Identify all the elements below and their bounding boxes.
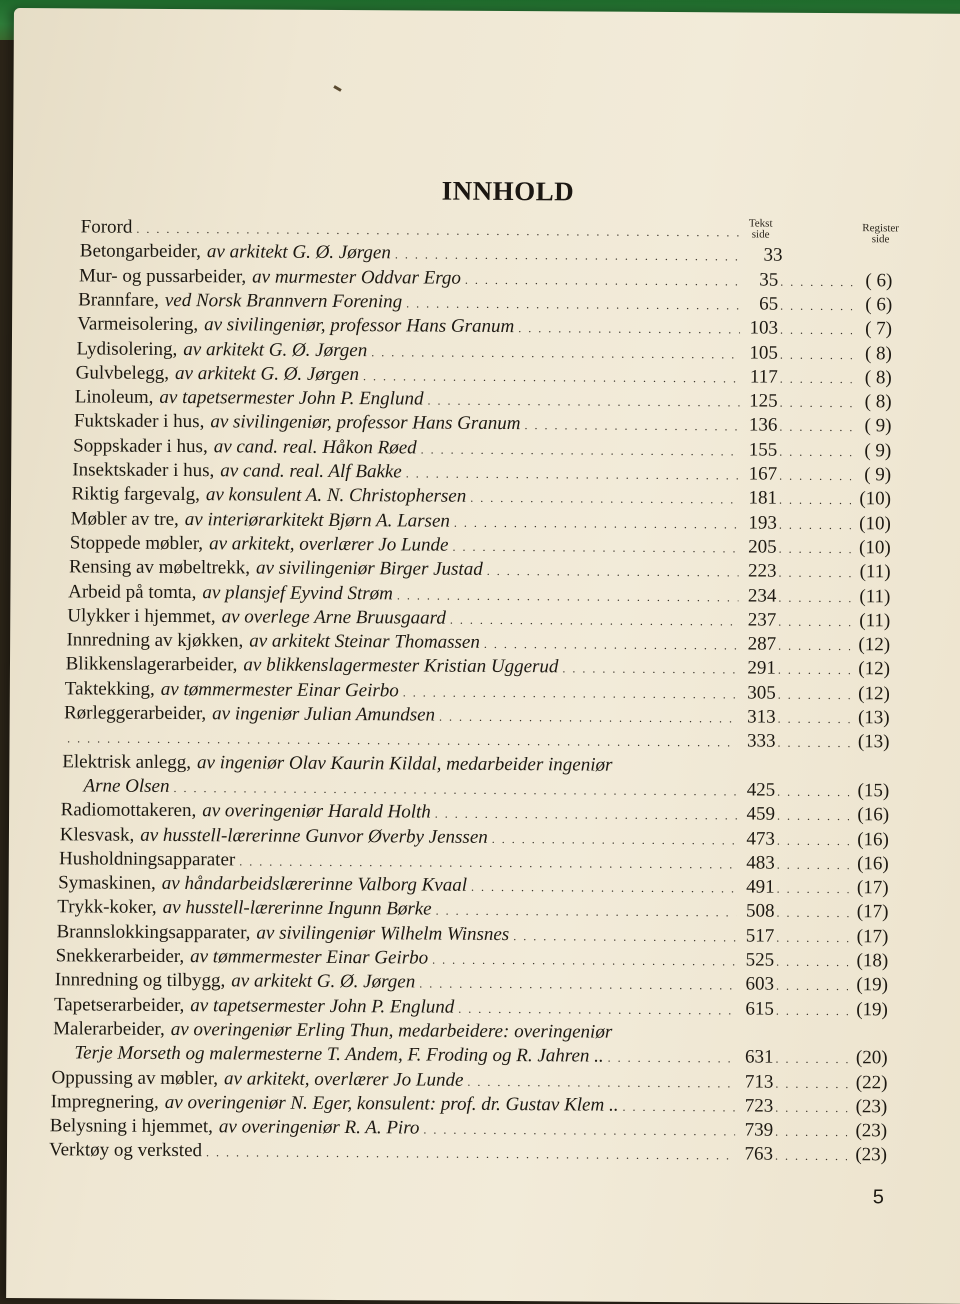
dot-leader-register	[778, 391, 852, 413]
toc-register-page: (12)	[850, 659, 890, 681]
toc-author: ved Norsk Brannvern Forening	[165, 290, 402, 313]
toc-author: av cand. real. Alf Bakke	[220, 460, 402, 483]
toc-register-page: (10)	[851, 488, 891, 510]
toc-text-page: 508	[736, 901, 774, 923]
dot-leader-register	[778, 294, 852, 316]
dot-leader	[514, 316, 740, 339]
toc-text-page: 517	[736, 925, 774, 947]
toc-topic: Blikkenslagerarbeider,	[66, 654, 238, 677]
toc-register-page: (22)	[847, 1072, 887, 1094]
dot-leader	[432, 899, 737, 923]
toc-text-page: 167	[739, 463, 777, 485]
dot-leader-register	[775, 731, 849, 753]
toc-text-page: 223	[738, 561, 776, 583]
dot-leader-register	[778, 318, 852, 340]
toc-text-page: 237	[738, 609, 776, 631]
toc-author: av tapetsermester John P. Englund	[159, 387, 423, 411]
dot-leader	[391, 243, 745, 267]
toc-register-page: (10)	[851, 537, 891, 559]
toc-topic: Belysning i hjemmet,	[50, 1115, 213, 1138]
dot-leader	[367, 340, 740, 364]
dot-leader	[393, 583, 739, 607]
column-header-tekst-line2: side	[741, 229, 781, 240]
toc-text-page: 136	[739, 415, 777, 437]
toc-text-page: 65	[740, 293, 778, 315]
toc-topic: Rørleggerarbeider,	[64, 702, 206, 725]
toc-text-page: 739	[735, 1120, 773, 1142]
dot-leader	[428, 948, 736, 972]
toc-text-page: 291	[738, 658, 776, 680]
page-number: 5	[873, 1186, 884, 1209]
column-header-register-line1: Register	[853, 223, 909, 234]
toc-register-page: (18)	[848, 950, 888, 972]
column-header-tekst-line1: Tekst	[741, 218, 781, 229]
toc-register-page: (16)	[849, 829, 889, 851]
dot-leader	[483, 559, 739, 583]
toc-topic: Malerarbeider,	[53, 1018, 165, 1041]
toc-author: av interiørarkitekt Bjørn A. Larsen	[185, 509, 450, 533]
dot-leader-register	[778, 342, 852, 364]
dot-leader	[509, 924, 736, 947]
toc-author: av sivilingeniør, professor Hans Granum	[204, 314, 514, 338]
toc-register-page: (19)	[848, 999, 888, 1021]
dot-leader	[359, 364, 740, 388]
dot-leader-register	[774, 950, 848, 972]
toc-register-page: ( 8)	[852, 343, 892, 365]
toc-register-page: ( 6)	[852, 294, 892, 316]
toc-topic: Brannfare,	[78, 289, 159, 311]
toc-text-page: 287	[738, 634, 776, 656]
dot-leader	[169, 776, 737, 801]
toc-author: av overingeniør Harald Holth	[202, 800, 431, 823]
toc-author: av overingeniør R. A. Piro	[219, 1116, 420, 1139]
toc-register-page: ( 7)	[852, 318, 892, 340]
toc-topic: Verktøy og verksted	[49, 1140, 202, 1163]
toc-topic: Innredning og tilbygg,	[55, 970, 226, 993]
toc-author: av overingeniør N. Eger, konsulent: prof. dr. Gustav Klem ..	[165, 1092, 619, 1117]
toc-text-page: 193	[739, 512, 777, 534]
toc-author: av arkitekt G. Ø. Jørgen	[175, 363, 359, 386]
dot-leader-register	[777, 415, 851, 437]
dot-leader-register	[778, 269, 852, 291]
toc-register-page: (23)	[847, 1096, 887, 1118]
toc-text-page: 125	[740, 391, 778, 413]
book-page	[6, 8, 960, 1304]
dot-leader	[402, 461, 740, 485]
toc-register-page: (20)	[848, 1047, 888, 1069]
dot-leader-register	[777, 488, 851, 510]
toc-text-page: 491	[737, 877, 775, 899]
dot-leader	[604, 1046, 736, 1069]
toc-text-page: 483	[737, 852, 775, 874]
toc-register-page: (13)	[849, 731, 889, 753]
dot-leader-register	[776, 609, 850, 631]
toc-register-page: (16)	[849, 804, 889, 826]
dot-leader	[618, 1095, 735, 1118]
toc-author: av husstell-lærerinne Ingunn Børke	[163, 897, 432, 921]
dot-leader	[466, 486, 739, 510]
dot-leader-register	[774, 974, 848, 996]
toc-entry	[49, 1140, 887, 1171]
toc-text-page: 205	[739, 536, 777, 558]
toc-topic: Linoleum,	[75, 386, 154, 408]
dot-leader-register	[775, 780, 849, 802]
dot-leader-register	[776, 585, 850, 607]
toc-author: av ingeniør Julian Amundsen	[212, 703, 435, 726]
toc-register-page: (19)	[848, 974, 888, 996]
dot-leader-register	[776, 634, 850, 656]
dot-leader	[235, 849, 737, 874]
dot-leader-register	[774, 998, 848, 1020]
toc-author: av overlege Arne Bruusgaard	[222, 606, 446, 629]
dot-leader-register	[776, 682, 850, 704]
dot-leader	[63, 727, 737, 753]
toc-author: av plansjef Eyvind Strøm	[202, 582, 393, 605]
toc-register-page: (23)	[847, 1145, 887, 1167]
toc-text-page: 33	[744, 245, 782, 267]
toc-register-page: ( 9)	[851, 416, 891, 438]
toc-author: av konsulent A. N. Christophersen	[206, 484, 466, 508]
column-header-register-line2: side	[853, 234, 909, 245]
dot-leader-register	[776, 658, 850, 680]
toc-text-page: 313	[738, 706, 776, 728]
toc-text-page: 603	[736, 974, 774, 996]
dot-leader-register	[778, 366, 852, 388]
toc-author: av cand. real. Håkon Røed	[214, 436, 417, 459]
toc-topic: Ulykker i hjemmet,	[67, 605, 215, 628]
toc-topic: Forord	[81, 216, 133, 238]
toc-register-page: (23)	[847, 1120, 887, 1142]
toc-text-page: 763	[735, 1144, 773, 1166]
dot-leader-register	[773, 1120, 847, 1142]
dot-leader-register	[773, 1144, 847, 1166]
toc-text-page: 103	[740, 318, 778, 340]
toc-topic: Møbler av tre,	[71, 508, 179, 531]
page-title: INNHOLD	[13, 173, 960, 210]
toc-topic: Snekkerarbeider,	[56, 945, 185, 968]
toc-author: av håndarbeidslærerinne Valborg Kvaal	[162, 873, 467, 897]
toc-author: av arkitekt Steinar Thomassen	[249, 631, 480, 654]
toc-register-page: ( 9)	[851, 440, 891, 462]
dot-leader	[454, 996, 736, 1020]
toc-author: av arkitekt, overlærer Jo Lunde	[209, 533, 449, 556]
dot-leader	[399, 680, 738, 704]
toc-register-page: (10)	[851, 513, 891, 535]
toc-author: Arne Olsen	[83, 775, 169, 798]
dot-leader	[558, 657, 738, 680]
toc-register-page: (12)	[850, 634, 890, 656]
toc-author: av tapetsermester John P. Englund	[190, 995, 454, 1019]
dot-leader	[417, 437, 740, 461]
toc-register-page: ( 6)	[852, 270, 892, 292]
toc-register-page: (11)	[850, 561, 890, 583]
toc-topic: Oppussing av møbler,	[51, 1067, 218, 1090]
toc-register-page: (11)	[850, 586, 890, 608]
toc-register-page: (11)	[850, 610, 890, 632]
toc-register-page: ( 9)	[851, 464, 891, 486]
dot-leader	[132, 217, 744, 243]
toc-topic: Rensing av møbeltrekk,	[69, 557, 250, 580]
toc-author: av sivilingeniør, professor Hans Granum	[210, 412, 520, 436]
toc-text-page: 615	[736, 998, 774, 1020]
toc-topic: Soppskader i hus,	[73, 435, 208, 458]
toc-author: av sivilingeniør Wilhelm Winsnes	[256, 922, 509, 946]
toc-topic: Klesvask,	[60, 824, 135, 846]
toc-text-page: 305	[738, 682, 776, 704]
toc-topic: Lydisolering,	[76, 338, 177, 361]
dot-leader	[435, 705, 738, 729]
dot-leader	[419, 1118, 735, 1142]
toc-topic: Betongarbeider,	[80, 241, 201, 264]
toc-topic: Taktekking,	[65, 678, 155, 701]
dot-leader	[402, 291, 740, 315]
toc-register-page: (17)	[848, 926, 888, 948]
toc-text-page: 333	[737, 731, 775, 753]
dot-leader-register	[776, 561, 850, 583]
toc-author: av husstell-lærerinne Gunvor Øverby Jenssen	[140, 824, 488, 848]
dot-leader-register	[777, 537, 851, 559]
dot-leader-register	[776, 707, 850, 729]
toc-author: av arkitekt G. Ø. Jørgen	[183, 339, 367, 362]
dot-leader	[450, 510, 739, 534]
table-of-contents	[6, 8, 960, 1294]
dot-leader-register	[775, 828, 849, 850]
toc-topic: Fuktskader i hus,	[74, 411, 204, 434]
toc-text-page: 35	[740, 269, 778, 291]
toc-topic: Varmeisolering,	[77, 314, 198, 337]
toc-text-page: 105	[740, 342, 778, 364]
toc-text-page: 473	[737, 828, 775, 850]
toc-register-page: (12)	[850, 683, 890, 705]
toc-topic: Tapetserarbeider,	[54, 994, 184, 1017]
toc-register-page: (17)	[848, 902, 888, 924]
dot-leader-register	[775, 804, 849, 826]
toc-topic: Radiomottakeren,	[61, 799, 197, 822]
toc-author: av murmester Oddvar Ergo	[252, 266, 461, 289]
toc-author: av tømmermester Einar Geirbo	[190, 946, 428, 969]
toc-topic: Symaskinen,	[58, 872, 156, 895]
toc-text-page: 525	[736, 949, 774, 971]
toc-text-page: 181	[739, 488, 777, 510]
toc-topic: Trykk-koker,	[57, 897, 156, 920]
toc-author: av arkitekt, overlærer Jo Lunde	[224, 1068, 464, 1091]
dot-leader-register	[777, 439, 851, 461]
dot-leader	[415, 972, 736, 996]
toc-author: av arkitekt G. Ø. Jørgen	[207, 241, 391, 264]
dot-leader-register	[773, 1095, 847, 1117]
toc-text-page: 723	[735, 1095, 773, 1117]
toc-topic: Mur- og pussarbeider,	[79, 265, 246, 288]
toc-author: av sivilingeniør Birger Justad	[256, 558, 483, 581]
toc-author: av ingeniør Olav Kaurin Kildal, medarbeider ingeniør	[197, 752, 612, 777]
dot-leader	[446, 607, 739, 631]
toc-author: Terje Morseth og malermesterne T. Andem, F. Froding og R. Jahren ..	[74, 1043, 603, 1068]
toc-topic: Brannslokkingsapparater,	[56, 921, 250, 944]
dot-leader	[423, 389, 739, 413]
dot-leader	[461, 267, 741, 291]
dot-leader	[463, 1069, 735, 1093]
toc-text-page: 631	[736, 1047, 774, 1069]
toc-register-page: ( 8)	[852, 367, 892, 389]
toc-topic: Impregnering,	[51, 1091, 159, 1114]
toc-register-page: (16)	[849, 853, 889, 875]
toc-author: av arkitekt G. Ø. Jørgen	[231, 971, 415, 994]
dot-leader-register	[774, 1047, 848, 1069]
dot-leader-register	[777, 512, 851, 534]
toc-register-page: (13)	[850, 707, 890, 729]
toc-topic: Insektskader i hus,	[72, 459, 214, 482]
toc-text-page: 425	[737, 779, 775, 801]
toc-topic: Husholdningsapparater	[59, 848, 235, 871]
toc-text-page: 117	[740, 366, 778, 388]
toc-topic: Riktig fargevalg,	[71, 484, 200, 507]
dot-leader	[488, 826, 737, 850]
toc-text-page: 459	[737, 804, 775, 826]
toc-register-page: (15)	[849, 780, 889, 802]
toc-text-page: 713	[735, 1071, 773, 1093]
toc-author: av overingeniør Erling Thun, medarbeidere: overingeniør	[171, 1019, 613, 1044]
toc-author: av tømmermester Einar Geirbo	[161, 679, 399, 702]
dot-leader	[448, 535, 738, 559]
toc-text-page: 234	[738, 585, 776, 607]
dot-leader	[520, 413, 739, 436]
toc-text-page: 155	[739, 439, 777, 461]
toc-topic: Elektrisk anlegg,	[62, 751, 191, 774]
dot-leader-register	[775, 852, 849, 874]
dot-leader-register	[774, 901, 848, 923]
toc-register-page: (17)	[849, 877, 889, 899]
toc-topic: Arbeid på tomta,	[68, 581, 196, 604]
dot-leader	[202, 1141, 735, 1166]
toc-register-page: ( 8)	[852, 391, 892, 413]
toc-author: av blikkenslagermester Kristian Uggerud	[243, 655, 558, 679]
dot-leader	[480, 632, 738, 656]
dot-leader	[431, 802, 737, 826]
dot-leader-register	[777, 464, 851, 486]
dot-leader	[467, 875, 737, 899]
dot-leader-register	[773, 1071, 847, 1093]
dot-leader-register	[775, 877, 849, 899]
toc-topic: Innredning av kjøkken,	[66, 629, 243, 652]
toc-topic: Gulvbelegg,	[76, 362, 170, 385]
toc-topic: Stoppede møbler,	[70, 532, 203, 555]
dot-leader-register	[774, 925, 848, 947]
